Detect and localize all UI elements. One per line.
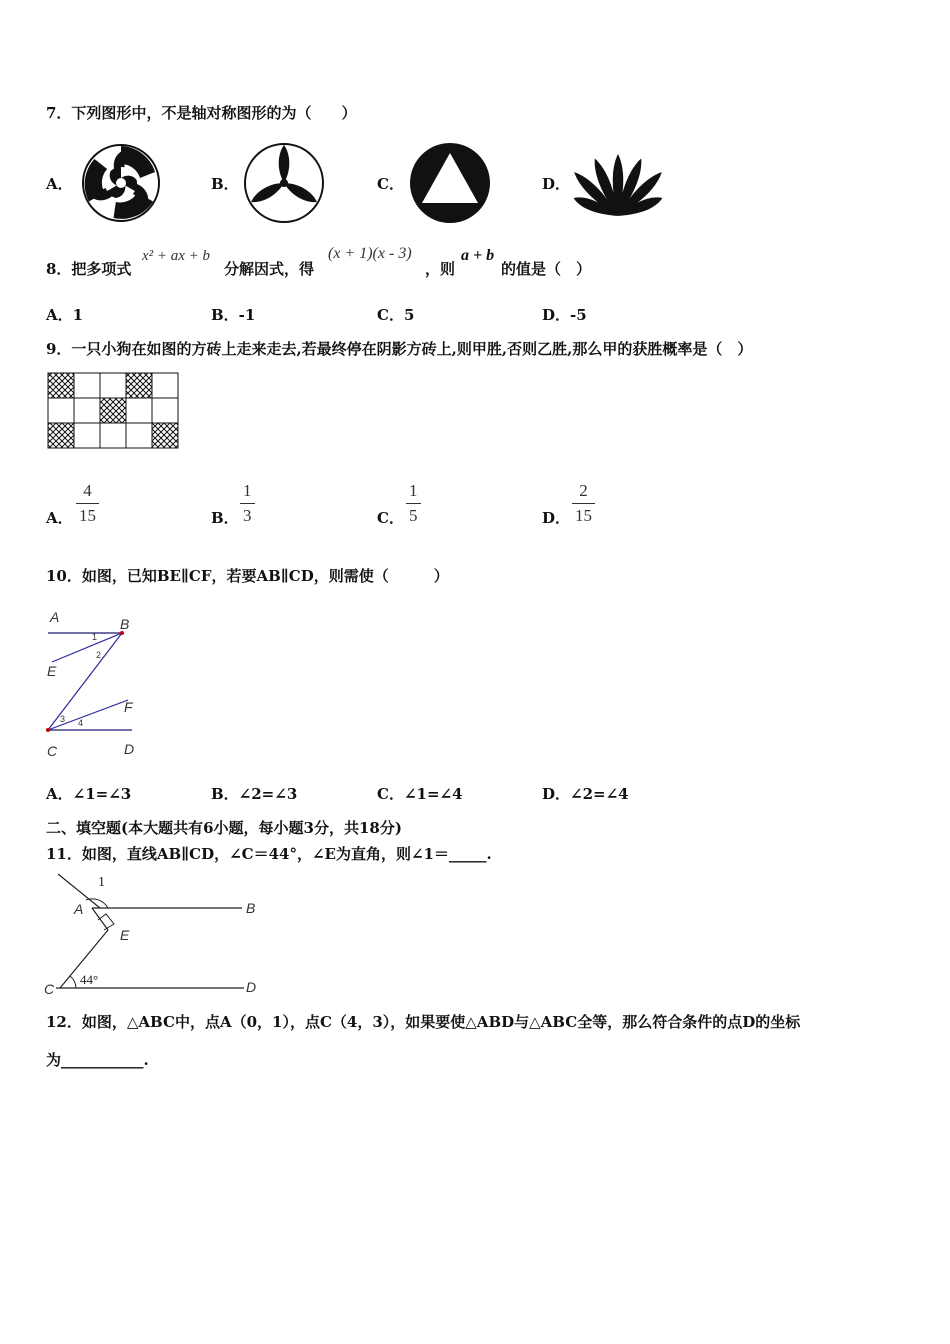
q9-option-b-fraction (240, 481, 255, 526)
point-e-label: E (120, 927, 130, 943)
q9-option-d-label: D． (542, 509, 571, 527)
plain-tile (126, 398, 152, 423)
angle-44-label: 44° (80, 972, 99, 987)
angle-4-label: 4 (78, 718, 84, 728)
shaded-tile (48, 373, 74, 398)
triangle-in-disc-icon (408, 141, 492, 225)
point-b-label: B (246, 900, 256, 916)
q7-option-b-label: B． (211, 175, 239, 193)
point-d-label: D (124, 741, 135, 757)
q7-stem: 7．下列图形中，不是轴对称图形的为（ ） (46, 104, 357, 122)
fraction-denominator: 15 (79, 506, 96, 525)
point-a-label: A (50, 609, 60, 625)
q8-expression: a + b (461, 247, 495, 264)
q8-stem-number: 8．把多项式 (46, 260, 132, 278)
angle-1-label: 1 (98, 875, 105, 890)
q9-stem: 9．一只小狗在如图的方砖上走来走去,若最终停在阴影方砖上,则甲胜,否则乙胜,那么甲的获胜概率是（ ） (46, 340, 753, 358)
q9-option-a-fraction (76, 481, 99, 526)
plain-tile (74, 373, 100, 398)
q12-stem-line-2: 为___________. (46, 1051, 149, 1069)
fraction-numerator: 2 (579, 481, 588, 500)
section-2-heading: 二、填空题(本大题共有6小题，每小题3分，共18分) (46, 819, 402, 837)
fraction-numerator: 1 (243, 481, 252, 500)
q9-option-a-label: A． (46, 509, 73, 527)
q8-stem-end: 的值是（ ） (501, 260, 592, 278)
angle-1-label: 1 (92, 632, 98, 642)
fraction-denominator: 3 (243, 506, 252, 525)
q7-option-c-label: C． (377, 175, 404, 193)
fraction-denominator: 15 (575, 506, 592, 525)
fraction-numerator: 4 (83, 481, 92, 500)
q8-polynomial: x² + ax + b (142, 248, 211, 264)
petal-fan-logo-icon (573, 150, 663, 220)
plain-tile (74, 423, 100, 448)
point-c-label: C (47, 743, 58, 759)
q10-stem: 10．如图，已知BE∥CF，若要AB∥CD，则需使（ ） (46, 567, 449, 585)
plain-tile (152, 398, 178, 423)
point-f-label: F (124, 699, 133, 715)
q8-option-d: D．-5 (542, 306, 587, 324)
q9-option-c-fraction (406, 481, 421, 526)
shaded-tile (48, 423, 74, 448)
q9-option-c-label: C． (377, 509, 404, 527)
q8-stem-mid: 分解因式，得 (224, 260, 315, 278)
plain-tile (48, 398, 74, 423)
point-b-label: B (120, 616, 130, 632)
q10-option-c: C．∠1=∠4 (377, 785, 463, 803)
q10-figure (44, 606, 140, 762)
point-a-label: A (74, 901, 84, 917)
q10-option-a: A．∠1=∠3 (46, 785, 132, 803)
shaded-tile (152, 423, 178, 448)
q8-option-c: C．5 (377, 306, 415, 324)
fraction-numerator: 1 (409, 481, 418, 500)
q10-option-b: B．∠2=∠3 (211, 785, 298, 803)
point-e-label: E (47, 663, 57, 679)
angle-3-label: 3 (60, 714, 66, 724)
q11-stem: 11．如图，直线AB∥CD，∠C＝44°，∠E为直角，则∠1＝_____. (46, 845, 492, 863)
tile-grid-figure (47, 372, 180, 449)
three-comma-swirl-icon (80, 142, 162, 224)
q10-option-d: D．∠2=∠4 (542, 785, 629, 803)
q7-option-a-label: A． (46, 175, 73, 193)
q8-option-b: B．-1 (211, 306, 256, 324)
q12-stem-line-1: 12．如图，△ABC中，点A（0，1），点C（4，3），如果要使△ABD与△ABC全等，那么符合条件的点D的坐标 (46, 1013, 801, 1031)
fraction-denominator: 5 (409, 506, 418, 525)
plain-tile (100, 423, 126, 448)
q9-option-d-fraction (572, 481, 595, 526)
plain-tile (152, 373, 178, 398)
angle-2-label: 2 (96, 650, 102, 660)
point-d-label: D (246, 979, 257, 995)
q7-option-d-label: D． (542, 175, 571, 193)
three-blade-circle-icon (242, 141, 326, 225)
q11-figure (42, 868, 266, 998)
shaded-tile (100, 398, 126, 423)
q9-option-b-label: B． (211, 509, 239, 527)
q8-factored-form: (x + 1)(x - 3) (328, 245, 412, 262)
point-c-label: C (44, 981, 55, 997)
shaded-tile (126, 373, 152, 398)
q8-stem-then: ，则 (425, 260, 456, 278)
plain-tile (74, 398, 100, 423)
plain-tile (126, 423, 152, 448)
q8-option-a: A．1 (46, 306, 84, 324)
plain-tile (100, 373, 126, 398)
